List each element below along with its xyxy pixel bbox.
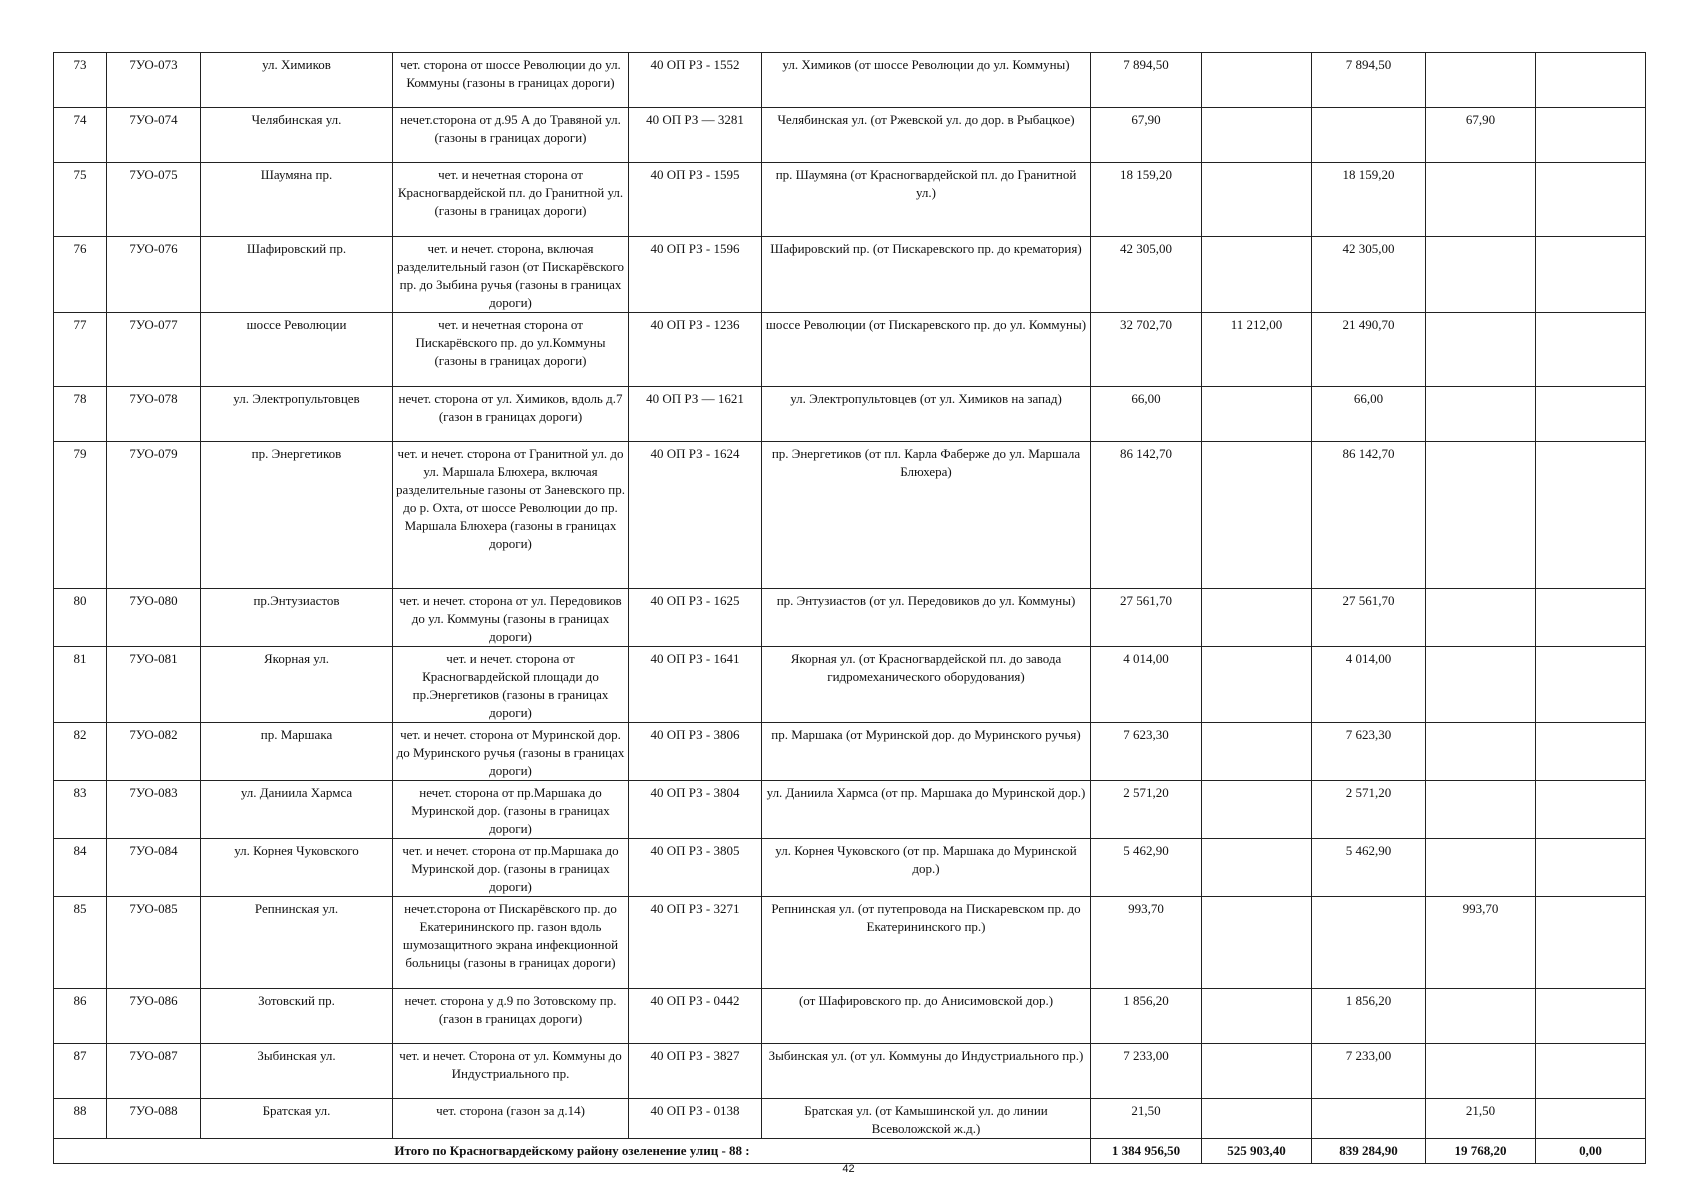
table-row (54, 839, 1646, 897)
area-col-5 (1536, 589, 1646, 647)
road-section: (от Шафировского пр. до Анисимовской дор.) (762, 989, 1091, 1044)
street-name: ул. Даниила Хармса (201, 781, 393, 839)
location-description: чет. и нечет. сторона от Красногвардейской площади до пр.Энергетиков (газоны в границах дороги) (393, 647, 629, 723)
road-id: 40 ОП РЗ - 1641 (629, 647, 762, 723)
row-number: 82 (54, 723, 107, 781)
object-code: 7УО-074 (107, 108, 201, 163)
total-area: 7 233,00 (1091, 1044, 1202, 1099)
area-col-4: 993,70 (1426, 897, 1536, 989)
location-description: нечет. сторона от пр.Маршака до Муринской дор. (газоны в границах дороги) (393, 781, 629, 839)
area-col-3: 18 159,20 (1312, 163, 1426, 237)
object-code: 7УО-079 (107, 442, 201, 589)
road-section: Зыбинская ул. (от ул. Коммуны до Индустриального пр.) (762, 1044, 1091, 1099)
area-col-3: 5 462,90 (1312, 839, 1426, 897)
object-code: 7УО-083 (107, 781, 201, 839)
area-col-5 (1536, 897, 1646, 989)
table-body (54, 53, 1646, 1164)
area-col-2 (1202, 387, 1312, 442)
area-col-4 (1426, 723, 1536, 781)
total-area: 993,70 (1091, 897, 1202, 989)
street-name: шоссе Революции (201, 313, 393, 387)
road-id: 40 ОП РЗ - 1624 (629, 442, 762, 589)
road-id: 40 ОП РЗ - 3804 (629, 781, 762, 839)
object-code: 7УО-087 (107, 1044, 201, 1099)
location-description: чет. сторона от шоссе Революции до ул. Коммуны (газоны в границах дороги) (393, 53, 629, 108)
area-col-3: 4 014,00 (1312, 647, 1426, 723)
area-col-4: 67,90 (1426, 108, 1536, 163)
location-description: нечет.сторона от Пискарёвского пр. до Екатерининского пр. газон вдоль шумозащитного экрана инфекционной больницы (газоны в границах дороги) (393, 897, 629, 989)
row-number: 80 (54, 589, 107, 647)
table-row (54, 442, 1646, 589)
total-area: 21,50 (1091, 1099, 1202, 1139)
total-area: 7 894,50 (1091, 53, 1202, 108)
object-code: 7УО-078 (107, 387, 201, 442)
row-number: 73 (54, 53, 107, 108)
street-name: пр. Маршака (201, 723, 393, 781)
area-col-4: 21,50 (1426, 1099, 1536, 1139)
road-section: пр. Энтузиастов (от ул. Передовиков до ул. Коммуны) (762, 589, 1091, 647)
area-col-3: 42 305,00 (1312, 237, 1426, 313)
object-code: 7УО-075 (107, 163, 201, 237)
location-description: чет. и нечет. сторона от Гранитной ул. до ул. Маршала Блюхера, включая разделительные газоны от Заневского пр. до р. Охта, от шоссе Революции до пр. Маршала Блюхера (газоны в границах дороги) (393, 442, 629, 589)
object-code: 7УО-088 (107, 1099, 201, 1139)
area-col-4 (1426, 442, 1536, 589)
area-col-5 (1536, 313, 1646, 387)
road-section: пр. Энергетиков (от пл. Карла Фаберже до ул. Маршала Блюхера) (762, 442, 1091, 589)
area-col-2 (1202, 1044, 1312, 1099)
area-col-3: 27 561,70 (1312, 589, 1426, 647)
object-code: 7УО-082 (107, 723, 201, 781)
table-row (54, 1099, 1646, 1139)
object-code: 7УО-084 (107, 839, 201, 897)
area-col-4 (1426, 1044, 1536, 1099)
road-section: пр. Маршака (от Муринской дор. до Муринского ручья) (762, 723, 1091, 781)
table-row (54, 237, 1646, 313)
road-id: 40 ОП РЗ - 1236 (629, 313, 762, 387)
area-col-2 (1202, 442, 1312, 589)
row-number: 81 (54, 647, 107, 723)
location-description: нечет.сторона от д.95 А до Травяной ул.(газоны в границах дороги) (393, 108, 629, 163)
total-value: 1 384 956,50 (1091, 1139, 1202, 1164)
road-id: 40 ОП РЗ - 3271 (629, 897, 762, 989)
row-number: 76 (54, 237, 107, 313)
area-col-4 (1426, 387, 1536, 442)
total-area: 18 159,20 (1091, 163, 1202, 237)
area-col-5 (1536, 989, 1646, 1044)
row-number: 78 (54, 387, 107, 442)
table-row (54, 723, 1646, 781)
road-section: ул. Даниила Хармса (от пр. Маршака до Муринской дор.) (762, 781, 1091, 839)
area-col-4 (1426, 589, 1536, 647)
road-section: Братская ул. (от Камышинской ул. до линии Всеволожской ж.д.) (762, 1099, 1091, 1139)
area-col-4 (1426, 237, 1536, 313)
area-col-5 (1536, 442, 1646, 589)
page-number: 42 (842, 1163, 855, 1175)
area-col-4 (1426, 781, 1536, 839)
total-area: 1 856,20 (1091, 989, 1202, 1044)
area-col-3: 2 571,20 (1312, 781, 1426, 839)
area-col-3: 1 856,20 (1312, 989, 1426, 1044)
table-row (54, 897, 1646, 989)
road-id: 40 ОП РЗ - 0138 (629, 1099, 762, 1139)
table-row (54, 53, 1646, 108)
total-area: 67,90 (1091, 108, 1202, 163)
location-description: чет. и нечетная сторона от Пискарёвского пр. до ул.Коммуны (газоны в границах дороги) (393, 313, 629, 387)
area-col-3: 7 623,30 (1312, 723, 1426, 781)
table-row (54, 163, 1646, 237)
area-col-5 (1536, 781, 1646, 839)
area-col-2: 11 212,00 (1202, 313, 1312, 387)
area-col-4 (1426, 647, 1536, 723)
area-col-4 (1426, 313, 1536, 387)
road-id: 40 ОП РЗ - 1596 (629, 237, 762, 313)
total-area: 7 623,30 (1091, 723, 1202, 781)
street-name: ул. Корнея Чуковского (201, 839, 393, 897)
total-value: 0,00 (1536, 1139, 1646, 1164)
street-name: ул. Химиков (201, 53, 393, 108)
area-col-5 (1536, 839, 1646, 897)
road-id: 40 ОП РЗ - 0442 (629, 989, 762, 1044)
location-description: чет. и нечет. Сторона от ул. Коммуны до Индустриального пр. (393, 1044, 629, 1099)
row-number: 86 (54, 989, 107, 1044)
road-section: ул. Электропультовцев (от ул. Химиков на запад) (762, 387, 1091, 442)
street-name: Якорная ул. (201, 647, 393, 723)
area-col-3 (1312, 108, 1426, 163)
road-section: Шафировский пр. (от Пискаревского пр. до крематория) (762, 237, 1091, 313)
area-col-2 (1202, 53, 1312, 108)
area-col-4 (1426, 163, 1536, 237)
location-description: чет. и нечетная сторона от Красногвардейской пл. до Гранитной ул. (газоны в границах дороги) (393, 163, 629, 237)
total-label: Итого по Красногвардейскому району озеленение улиц - 88 : (54, 1139, 1091, 1164)
street-name: Шаумяна пр. (201, 163, 393, 237)
street-name: Зыбинская ул. (201, 1044, 393, 1099)
area-col-2 (1202, 897, 1312, 989)
total-value: 525 903,40 (1202, 1139, 1312, 1164)
street-name: Зотовский пр. (201, 989, 393, 1044)
row-number: 83 (54, 781, 107, 839)
area-col-5 (1536, 108, 1646, 163)
road-id: 40 ОП РЗ - 3806 (629, 723, 762, 781)
road-id: 40 ОП РЗ - 3827 (629, 1044, 762, 1099)
street-name: Челябинская ул. (201, 108, 393, 163)
register-table (53, 52, 1646, 1164)
area-col-5 (1536, 1099, 1646, 1139)
object-code: 7УО-080 (107, 589, 201, 647)
table-row (54, 781, 1646, 839)
total-row (54, 1139, 1646, 1164)
object-code: 7УО-086 (107, 989, 201, 1044)
area-col-2 (1202, 989, 1312, 1044)
area-col-3 (1312, 897, 1426, 989)
area-col-2 (1202, 163, 1312, 237)
table-row (54, 989, 1646, 1044)
row-number: 77 (54, 313, 107, 387)
road-section: ул. Корнея Чуковского (от пр. Маршака до Муринской дор.) (762, 839, 1091, 897)
area-col-3 (1312, 1099, 1426, 1139)
road-section: Челябинская ул. (от Ржевской ул. до дор. в Рыбацкое) (762, 108, 1091, 163)
area-col-5 (1536, 723, 1646, 781)
object-code: 7УО-077 (107, 313, 201, 387)
road-id: 40 ОП РЗ - 1595 (629, 163, 762, 237)
area-col-4 (1426, 989, 1536, 1044)
street-name: ул. Электропультовцев (201, 387, 393, 442)
road-id: 40 ОП РЗ - 1625 (629, 589, 762, 647)
road-id: 40 ОП РЗ - 1552 (629, 53, 762, 108)
area-col-2 (1202, 647, 1312, 723)
area-col-2 (1202, 1099, 1312, 1139)
area-col-2 (1202, 237, 1312, 313)
row-number: 74 (54, 108, 107, 163)
road-id: 40 ОП РЗ — 1621 (629, 387, 762, 442)
object-code: 7УО-076 (107, 237, 201, 313)
location-description: чет. и нечет. сторона, включая разделительный газон (от Пискарёвского пр. до Зыбина ручья (газоны в границах дороги) (393, 237, 629, 313)
area-col-3: 21 490,70 (1312, 313, 1426, 387)
area-col-3: 86 142,70 (1312, 442, 1426, 589)
row-number: 88 (54, 1099, 107, 1139)
area-col-3: 66,00 (1312, 387, 1426, 442)
table-row (54, 589, 1646, 647)
row-number: 87 (54, 1044, 107, 1099)
area-col-2 (1202, 839, 1312, 897)
location-description: нечет. сторона у д.9 по Зотовскому пр. (газон в границах дороги) (393, 989, 629, 1044)
total-area: 86 142,70 (1091, 442, 1202, 589)
road-section: Репнинская ул. (от путепровода на Пискаревском пр. до Екатерининского пр.) (762, 897, 1091, 989)
total-area: 66,00 (1091, 387, 1202, 442)
total-area: 27 561,70 (1091, 589, 1202, 647)
area-col-5 (1536, 1044, 1646, 1099)
road-section: шоссе Революции (от Пискаревского пр. до ул. Коммуны) (762, 313, 1091, 387)
area-col-3: 7 894,50 (1312, 53, 1426, 108)
area-col-2 (1202, 723, 1312, 781)
area-col-5 (1536, 163, 1646, 237)
total-area: 4 014,00 (1091, 647, 1202, 723)
road-id: 40 ОП РЗ - 3805 (629, 839, 762, 897)
row-number: 75 (54, 163, 107, 237)
area-col-4 (1426, 839, 1536, 897)
location-description: чет. сторона (газон за д.14) (393, 1099, 629, 1139)
row-number: 85 (54, 897, 107, 989)
street-name: Братская ул. (201, 1099, 393, 1139)
street-name: пр. Энергетиков (201, 442, 393, 589)
object-code: 7УО-085 (107, 897, 201, 989)
road-id: 40 ОП РЗ — 3281 (629, 108, 762, 163)
location-description: нечет. сторона от ул. Химиков, вдоль д.7 (газон в границах дороги) (393, 387, 629, 442)
area-col-5 (1536, 237, 1646, 313)
area-col-5 (1536, 647, 1646, 723)
area-col-5 (1536, 387, 1646, 442)
street-name: Репнинская ул. (201, 897, 393, 989)
street-name: пр.Энтузиастов (201, 589, 393, 647)
location-description: чет. и нечет. сторона от Муринской дор. до Муринского ручья (газоны в границах дороги) (393, 723, 629, 781)
table-row (54, 387, 1646, 442)
table-row (54, 313, 1646, 387)
table-row (54, 1044, 1646, 1099)
area-col-5 (1536, 53, 1646, 108)
row-number: 84 (54, 839, 107, 897)
object-code: 7УО-081 (107, 647, 201, 723)
total-area: 5 462,90 (1091, 839, 1202, 897)
total-area: 32 702,70 (1091, 313, 1202, 387)
row-number: 79 (54, 442, 107, 589)
street-name: Шафировский пр. (201, 237, 393, 313)
area-col-2 (1202, 589, 1312, 647)
road-section: пр. Шаумяна (от Красногвардейской пл. до Гранитной ул.) (762, 163, 1091, 237)
location-description: чет. и нечет. сторона от ул. Передовиков до ул. Коммуны (газоны в границах дороги) (393, 589, 629, 647)
total-area: 42 305,00 (1091, 237, 1202, 313)
area-col-2 (1202, 781, 1312, 839)
road-section: Якорная ул. (от Красногвардейской пл. до завода гидромеханического оборудования) (762, 647, 1091, 723)
total-value: 19 768,20 (1426, 1139, 1536, 1164)
total-value: 839 284,90 (1312, 1139, 1426, 1164)
table-row (54, 108, 1646, 163)
table-row (54, 647, 1646, 723)
area-col-3: 7 233,00 (1312, 1044, 1426, 1099)
road-section: ул. Химиков (от шоссе Революции до ул. Коммуны) (762, 53, 1091, 108)
area-col-4 (1426, 53, 1536, 108)
total-area: 2 571,20 (1091, 781, 1202, 839)
area-col-2 (1202, 108, 1312, 163)
location-description: чет. и нечет. сторона от пр.Маршака до Муринской дор. (газоны в границах дороги) (393, 839, 629, 897)
object-code: 7УО-073 (107, 53, 201, 108)
